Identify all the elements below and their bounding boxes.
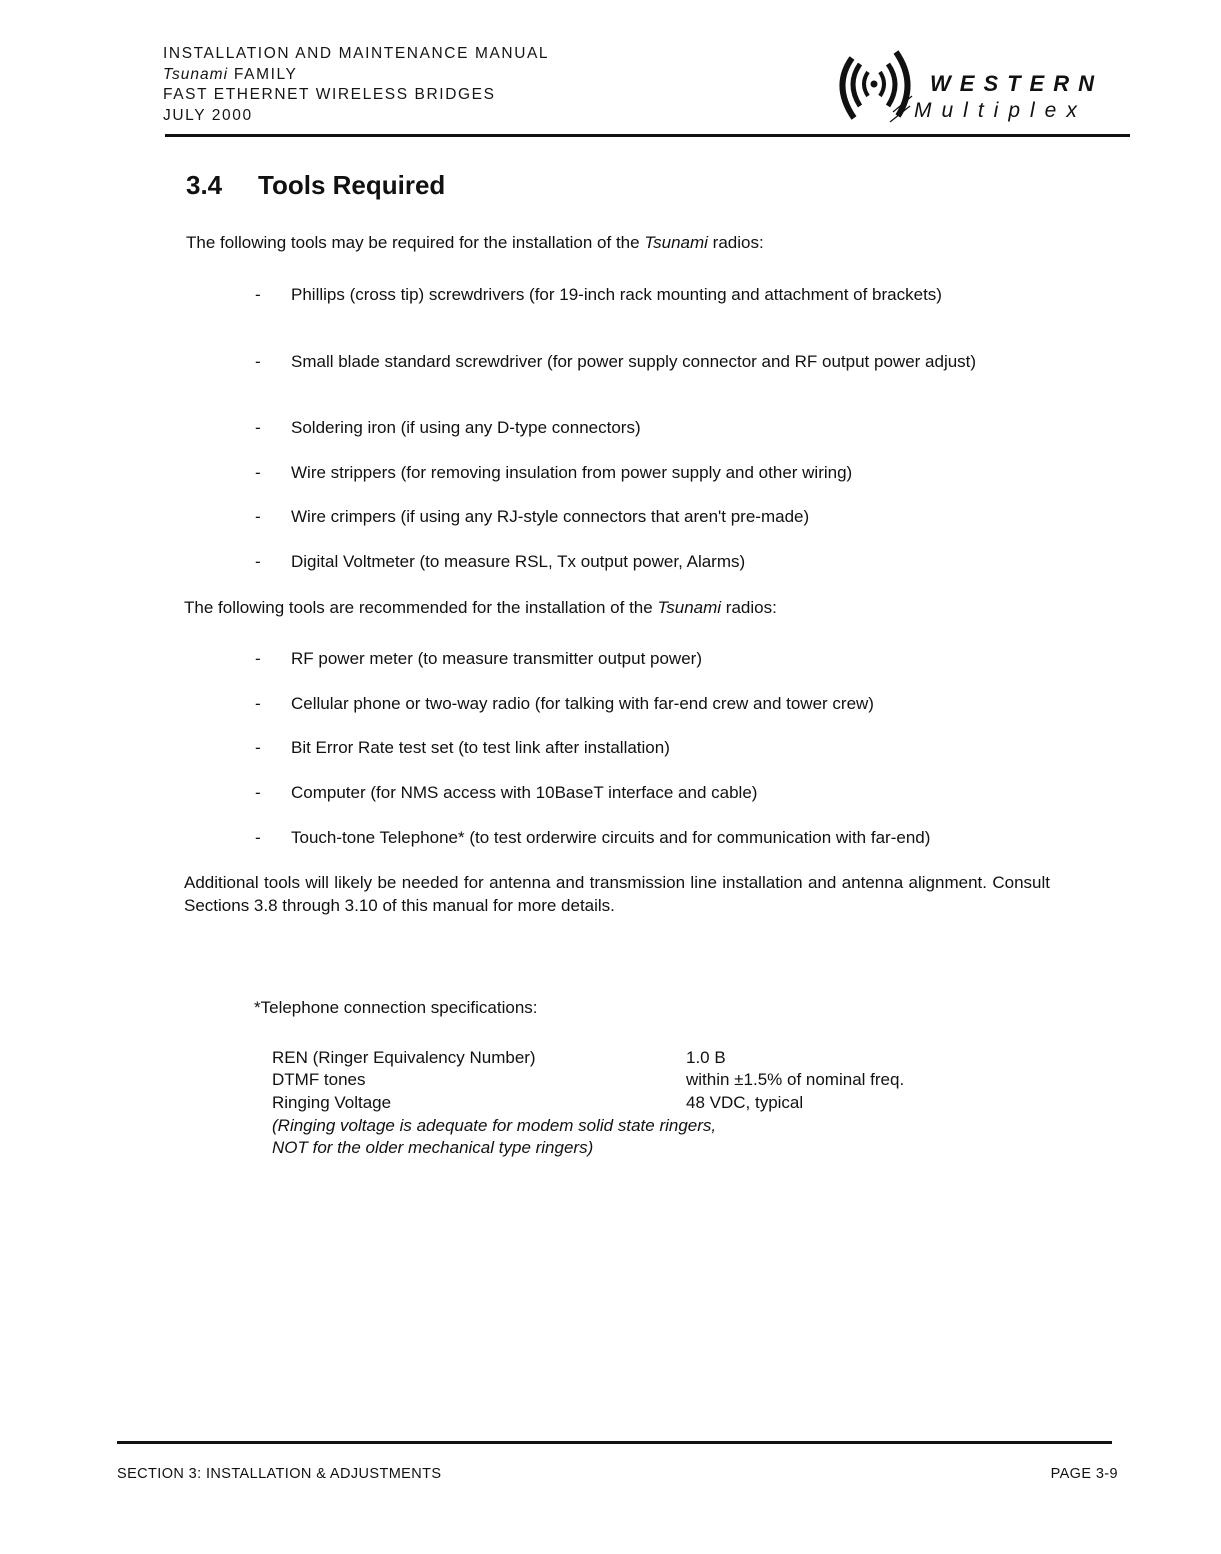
intro-required-after: radios: (707, 233, 764, 252)
header-divider (165, 134, 1130, 137)
list-bullet: - (255, 463, 261, 482)
intro-required-italic: Tsunami (644, 233, 708, 252)
list-bullet: - (255, 507, 261, 526)
header-family-italic: Tsunami (163, 65, 229, 83)
section-number: 3.4 (186, 170, 223, 200)
list-bullet: - (255, 694, 261, 713)
list-bullet: - (255, 352, 261, 371)
list-item-text: Cellular phone or two-way radio (for talking with far-end crew and tower crew) (291, 694, 874, 713)
western-multiplex-logo (838, 44, 1128, 130)
telephone-spec-heading: *Telephone connection specifications: (254, 998, 538, 1017)
list-bullet: - (255, 783, 261, 802)
list-item-text: Computer (for NMS access with 10BaseT interface and cable) (291, 783, 758, 802)
list-item-text: Phillips (cross tip) screwdrivers (for 19-inch rack mounting and attachment of brackets) (291, 285, 942, 304)
intro-recommended-text (184, 596, 777, 619)
spec-note-line-1: (Ringing voltage is adequate for modem solid state ringers, (272, 1116, 717, 1135)
spec-value: 48 VDC, typical (686, 1093, 804, 1112)
list-item-text: Digital Voltmeter (to measure RSL, Tx output power, Alarms) (291, 552, 746, 571)
document-header (163, 44, 549, 126)
footer-divider (117, 1441, 1112, 1444)
spec-label: DTMF tones (272, 1070, 366, 1089)
list-item-text: Wire strippers (for removing insulation from power supply and other wiring) (291, 463, 853, 482)
intro-recommended-after: radios: (721, 598, 777, 617)
spec-label: Ringing Voltage (272, 1093, 392, 1112)
list-bullet: - (255, 738, 261, 757)
logo-multiplex-text: Multiplex (914, 99, 1087, 122)
header-date: JULY 2000 (163, 106, 253, 124)
spec-row (272, 1069, 905, 1091)
intro-required-text (186, 231, 764, 254)
list-bullet: - (255, 552, 261, 571)
list-bullet: - (255, 828, 261, 847)
spec-value: 1.0 B (686, 1048, 726, 1067)
list-item-text: Wire crimpers (if using any RJ-style connectors that aren't pre-made) (291, 507, 810, 526)
header-product: FAST ETHERNET WIRELESS BRIDGES (163, 86, 496, 103)
intro-required-before: The following tools may be required for the installation of the (186, 233, 645, 252)
additional-tools-paragraph: Additional tools will likely be needed for antenna and transmission line installation and antenna alignment. Consult Sections 3.8 through 3.10 of this manual for more details. (184, 873, 1050, 915)
spec-row (272, 1047, 726, 1069)
section-title: Tools Required (258, 170, 446, 200)
list-item-text: Bit Error Rate test set (to test link after installation) (291, 738, 670, 757)
spec-row (272, 1092, 804, 1114)
list-bullet: - (255, 285, 261, 304)
spec-note-line-2: NOT for the older mechanical type ringers) (272, 1138, 594, 1157)
footer-page-number: PAGE 3-9 (1050, 1466, 1118, 1482)
list-item-text: Touch-tone Telephone* (to test orderwire circuits and for communication with far-end) (291, 828, 931, 847)
intro-recommended-italic: Tsunami (657, 598, 722, 617)
list-bullet: - (255, 649, 261, 668)
intro-recommended-before: The following tools are recommended for the installation of the (184, 598, 658, 617)
section-heading (186, 170, 445, 201)
spec-label: REN (Ringer Equivalency Number) (272, 1048, 536, 1067)
signal-waves-logo-icon (838, 44, 918, 130)
spec-value: within ±1.5% of nominal freq. (686, 1070, 905, 1089)
logo-western-text: WESTERN (930, 71, 1103, 96)
footer-section: SECTION 3: INSTALLATION & ADJUSTMENTS (117, 1466, 442, 1482)
list-item-text: Soldering iron (if using any D-type connectors) (291, 418, 641, 437)
list-bullet: - (255, 418, 261, 437)
header-family-rest: FAMILY (228, 65, 298, 83)
header-manual-title: INSTALLATION AND MAINTENANCE MANUAL (163, 45, 550, 62)
list-item-text: Small blade standard screwdriver (for power supply connector and RF output power adjust) (291, 352, 977, 371)
header-family (163, 65, 549, 86)
list-item-text: RF power meter (to measure transmitter output power) (291, 649, 702, 668)
